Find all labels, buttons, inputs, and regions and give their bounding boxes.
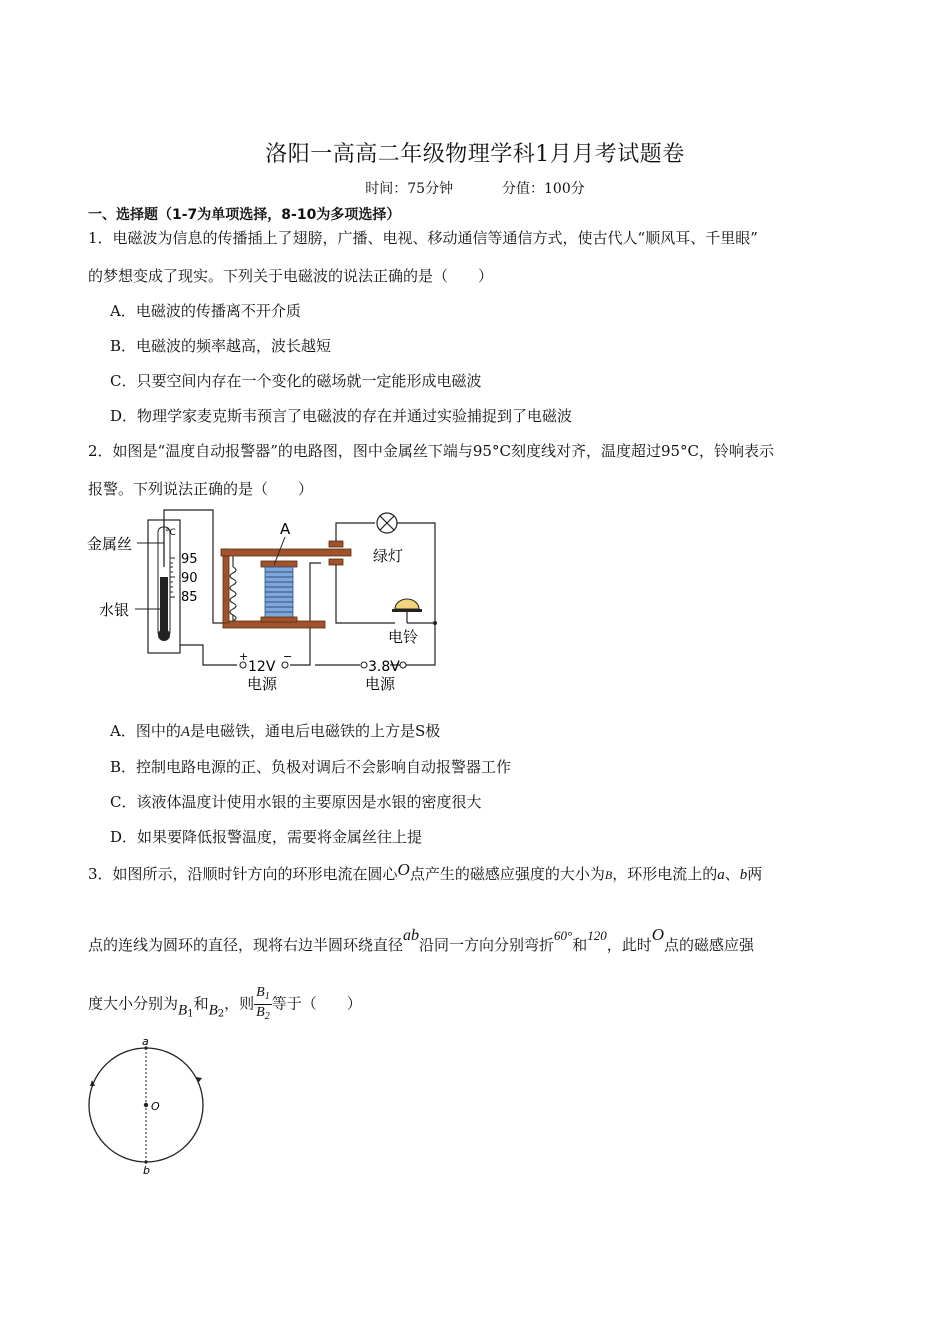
q1-option-a: A．电磁波的传播离不开介质 — [110, 302, 301, 320]
q3-line3: 度大小分别为$B_1$和$B_2$，则 $\frac{B_1}{B_2}$ 等于（ ） — [88, 985, 362, 1022]
label-o: O — [151, 1100, 160, 1113]
q3-line2: 点的连线为圆环的直径，现将右边半圆环绕直径ab沿同一方向分别弯折60°和120，此时O点的磁感应强 — [88, 925, 755, 954]
q1-option-d: D．物理学家麦克斯韦预言了电磁波的存在并通过实验捕捉到了电磁波 — [110, 407, 573, 425]
tick-90: 90 — [181, 571, 198, 586]
q1-line1: 1．电磁波为信息的传播插上了翅膀，广播、电视、移动通信等通信方式，使古代人“顺风耳、千里眼” — [88, 229, 758, 247]
relay-armature — [221, 549, 351, 556]
tick-95: 95 — [181, 552, 198, 567]
label-a: a — [142, 1035, 149, 1048]
exam-info — [0, 178, 950, 198]
label-green-lamp: 绿灯 — [373, 547, 404, 565]
label-metal-wire: 金属丝 — [87, 535, 133, 553]
source-12v: 12V — [248, 659, 276, 675]
q2-line2: 报警。下列说法正确的是（ ） — [88, 480, 314, 498]
label-bell: 电铃 — [388, 628, 419, 646]
electric-bell — [395, 599, 419, 609]
alarm-circuit-figure — [85, 505, 445, 697]
source-label-2: 电源 — [365, 675, 396, 693]
q1-option-c: C．只要空间内存在一个变化的磁场就一定能形成电磁波 — [110, 372, 482, 390]
q2-line1: 2．如图是“温度自动报警器”的电路图，图中金属丝下端与95°C刻度线对齐，温度超过95°C，铃响表示 — [88, 442, 775, 460]
page-title: 洛阳一高高二年级物理学科1月月考试题卷 — [265, 142, 685, 167]
q2-option-b: B．控制电路电源的正、负极对调后不会影响自动报警器工作 — [110, 758, 512, 776]
source-label-1: 电源 — [247, 675, 278, 693]
label-mercury: 水银 — [99, 601, 130, 619]
electromagnet-a — [265, 567, 293, 619]
fraction-b1-b2: $\frac{B_1}{B_2}$ — [256, 985, 270, 1022]
thermometer-bulb — [158, 629, 170, 641]
q2-option-d: D．如果要降低报警温度，需要将金属丝往上提 — [110, 828, 423, 846]
q1-line2: 的梦想变成了现实。下列关于电磁波的说法正确的是（ ） — [88, 267, 494, 285]
exam-time: 时间：75分钟 — [365, 181, 454, 197]
exam-score: 分值：100分 — [502, 181, 585, 197]
q2-option-a: A．图中的A是电磁铁，通电后电磁铁的上方是S极 — [110, 722, 441, 740]
q3-line1: 3．如图所示，沿顺时针方向的环形电流在圆心O点产生的磁感应强度的大小为B，环形电流上的a、b两 — [88, 860, 763, 883]
source-3-8v: 3.8V — [368, 659, 400, 675]
tick-85: 85 — [181, 590, 198, 605]
label-b: b — [143, 1164, 150, 1177]
mercury-column — [160, 577, 168, 635]
center-point — [144, 1103, 148, 1107]
relay-spring — [230, 567, 236, 621]
unit-label: °C — [165, 528, 176, 538]
plus-sign: + — [239, 650, 249, 663]
label-a: A — [280, 520, 291, 538]
minus-sign: − — [283, 650, 293, 663]
relay-post — [223, 549, 229, 623]
q1-option-b: B．电磁波的频率越高，波长越短 — [110, 337, 332, 355]
section-heading: 一、选择题（1-7为单项选择，8-10为多项选择） — [88, 207, 401, 223]
ring-current-figure — [80, 1035, 220, 1180]
q2-option-c: C．该液体温度计使用水银的主要原因是水银的密度很大 — [110, 793, 482, 811]
